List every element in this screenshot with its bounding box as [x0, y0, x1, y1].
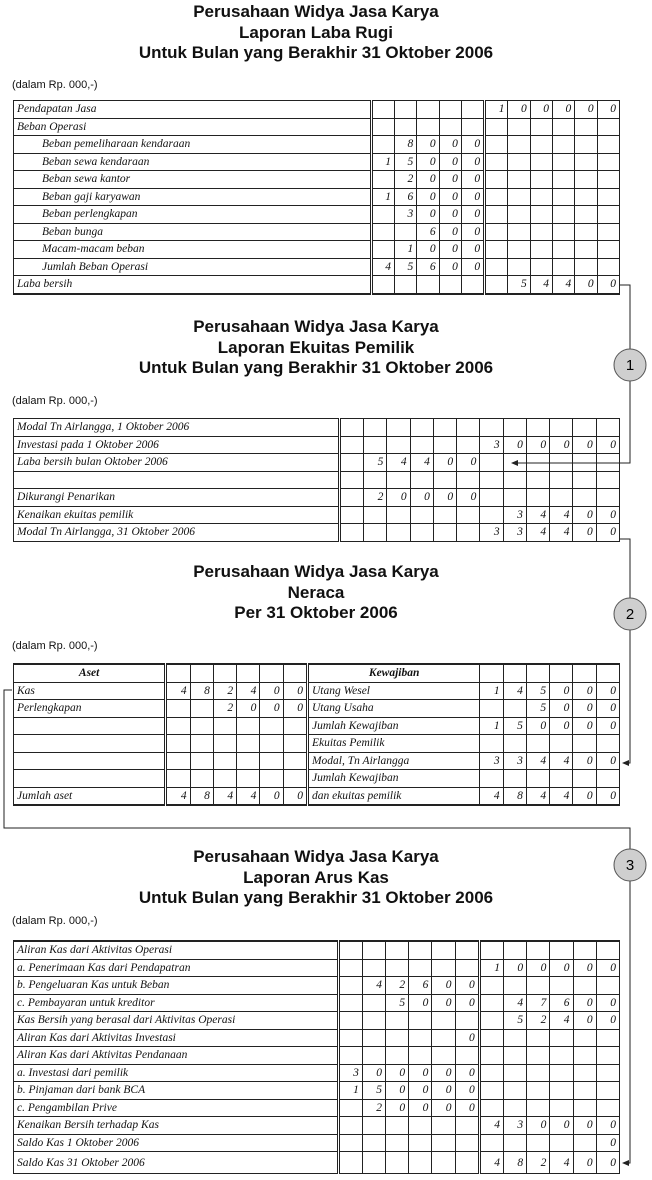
right-amount-digit: 1	[485, 101, 508, 119]
left-amount-digit: 0	[432, 1099, 455, 1117]
right-amount-digit: 5	[503, 1012, 526, 1030]
asset-amount-digit: 4	[166, 682, 190, 700]
left-amount-digit: 8	[395, 136, 417, 154]
right-amount-digit: 3	[480, 436, 503, 454]
left-amount-digit: 0	[362, 1064, 385, 1082]
left-amount-digit: 0	[461, 136, 484, 154]
right-amount-digit: 0	[550, 436, 573, 454]
liability-amount-digit: 4	[526, 752, 549, 770]
right-amount-digit: 4	[526, 524, 549, 542]
liability-amount-digit: 4	[550, 752, 573, 770]
right-amount-digit: 0	[575, 276, 597, 294]
left-amount-digit: 0	[455, 1064, 479, 1082]
left-amount-digit: 4	[362, 977, 385, 995]
liability-amount-digit: 0	[596, 787, 619, 805]
left-amount-digit: 6	[417, 223, 439, 241]
asset-amount-digit: 4	[213, 787, 236, 805]
left-amount-digit: 5	[364, 454, 387, 472]
asset-label: Kas	[14, 682, 166, 700]
left-amount-digit: 0	[455, 1099, 479, 1117]
left-amount-digit: 0	[432, 1064, 455, 1082]
right-amount-digit: 0	[503, 436, 526, 454]
connector-badge-3	[614, 849, 646, 881]
connector-line-2	[620, 539, 630, 763]
row-label: Saldo Kas 31 Oktober 2006	[14, 1152, 339, 1174]
liability-amount-digit: 0	[573, 682, 596, 700]
right-amount-digit: 0	[573, 436, 596, 454]
asset-amount-digit: 0	[260, 682, 283, 700]
liability-label: Jumlah Kewajiban	[307, 770, 479, 788]
right-amount-digit: 6	[550, 994, 573, 1012]
right-amount-digit: 7	[527, 994, 550, 1012]
left-amount-digit: 0	[417, 206, 439, 224]
row-label: Pendapatan Jasa	[14, 101, 372, 119]
asset-amount-digit: 4	[237, 787, 260, 805]
row-label: Aliran Kas dari Aktivitas Operasi	[14, 941, 339, 959]
liability-amount-digit: 0	[596, 752, 619, 770]
report-name: Laporan Ekuitas Pemilik	[217, 337, 415, 357]
svg-text:1: 1	[625, 357, 635, 374]
left-amount-digit: 0	[457, 489, 480, 507]
asset-amount-digit: 0	[237, 700, 260, 718]
row-label: Modal Tn Airlangga, 31 Oktober 2006	[14, 524, 340, 542]
left-amount-digit: 0	[461, 241, 484, 259]
liability-amount-digit: 4	[526, 787, 549, 805]
liability-amount-digit: 0	[573, 717, 596, 735]
company-name: Perusahaan Widya Jasa Karya	[193, 2, 439, 21]
liability-label: Modal, Tn Airlangga	[307, 752, 479, 770]
left-amount-digit: 5	[395, 153, 417, 171]
right-amount-digit: 0	[527, 959, 550, 977]
left-amount-digit: 3	[338, 1064, 362, 1082]
right-amount-digit: 0	[575, 101, 597, 119]
right-amount-digit: 1	[479, 959, 503, 977]
row-label: Beban pemeliharaan kendaraan	[14, 136, 372, 154]
liability-amount-digit: 0	[596, 717, 619, 735]
right-amount-digit: 0	[573, 1012, 596, 1030]
report-period: Untuk Bulan yang Berakhir 31 Oktober 2006	[138, 888, 494, 907]
unit-note: (dalam Rp. 000,-)	[12, 640, 98, 652]
left-amount-digit: 0	[432, 1082, 455, 1100]
left-amount-digit: 4	[371, 258, 394, 276]
left-amount-digit: 0	[432, 977, 455, 995]
left-amount-digit: 0	[439, 171, 461, 189]
left-amount-digit: 6	[417, 258, 439, 276]
left-amount-digit: 0	[433, 454, 456, 472]
left-amount-digit: 0	[417, 136, 439, 154]
report-name: Neraca	[287, 582, 345, 602]
row-label: Laba bersih	[14, 276, 372, 294]
row-label: c. Pembayaran untuk kreditor	[14, 994, 339, 1012]
row-label: Laba bersih bulan Oktober 2006	[14, 454, 340, 472]
left-amount-digit: 0	[386, 1082, 409, 1100]
liability-amount-digit: 3	[503, 752, 526, 770]
left-amount-digit: 1	[371, 188, 394, 206]
liability-amount-digit: 0	[550, 682, 573, 700]
row-label: Beban bunga	[14, 223, 372, 241]
right-amount-digit: 0	[596, 524, 619, 542]
right-amount-digit: 2	[527, 1152, 550, 1174]
liability-label: dan ekuitas pemilik	[307, 787, 479, 805]
right-amount-digit: 4	[526, 506, 549, 524]
left-amount-digit: 0	[417, 241, 439, 259]
left-amount-digit: 0	[439, 223, 461, 241]
left-amount-digit: 0	[409, 1082, 432, 1100]
left-amount-digit: 0	[387, 489, 410, 507]
company-name: Perusahaan Widya Jasa Karya	[193, 317, 439, 336]
left-amount-digit: 0	[409, 1099, 432, 1117]
row-label: Beban sewa kendaraan	[14, 153, 372, 171]
liability-amount-digit: 0	[573, 700, 596, 718]
left-amount-digit: 3	[395, 206, 417, 224]
left-amount-digit: 6	[395, 188, 417, 206]
report-period: Untuk Bulan yang Berakhir 31 Oktober 2006	[138, 358, 494, 377]
liability-amount-digit: 0	[550, 717, 573, 735]
right-amount-digit: 0	[573, 1117, 596, 1135]
liability-amount-digit: 0	[596, 700, 619, 718]
right-amount-digit: 3	[503, 524, 526, 542]
right-amount-digit: 4	[550, 506, 573, 524]
row-label: Saldo Kas 1 Oktober 2006	[14, 1134, 339, 1152]
row-label: Jumlah Beban Operasi	[14, 258, 372, 276]
liability-amount-digit: 0	[550, 700, 573, 718]
right-amount-digit: 0	[553, 101, 575, 119]
liability-amount-digit: 4	[503, 682, 526, 700]
right-amount-digit: 4	[479, 1152, 503, 1174]
liability-amount-digit: 5	[526, 700, 549, 718]
connector-badge-2	[614, 598, 646, 630]
left-amount-digit: 0	[455, 994, 479, 1012]
right-amount-digit: 0	[530, 101, 552, 119]
row-label: Macam-macam beban	[14, 241, 372, 259]
asset-amount-digit: 8	[190, 682, 213, 700]
asset-label: Jumlah aset	[14, 787, 166, 805]
row-label: Dikurangi Penarikan	[14, 489, 340, 507]
left-amount-digit: 0	[455, 977, 479, 995]
liability-label: Jumlah Kewajiban	[307, 717, 479, 735]
right-amount-digit: 4	[479, 1117, 503, 1135]
left-amount-digit: 1	[395, 241, 417, 259]
left-amount-digit: 0	[417, 171, 439, 189]
left-amount-digit: 0	[461, 171, 484, 189]
report-period: Untuk Bulan yang Berakhir 31 Oktober 2006	[138, 43, 494, 62]
left-amount-digit: 2	[364, 489, 387, 507]
unit-note: (dalam Rp. 000,-)	[12, 79, 98, 91]
row-label: Investasi pada 1 Oktober 2006	[14, 436, 340, 454]
left-amount-digit: 0	[439, 206, 461, 224]
liability-label: Utang Usaha	[307, 700, 479, 718]
right-amount-digit: 4	[530, 276, 552, 294]
left-amount-digit: 0	[417, 188, 439, 206]
connector-badge-1	[614, 349, 646, 381]
asset-label: Perlengkapan	[14, 700, 166, 718]
right-amount-digit: 0	[527, 1117, 550, 1135]
left-amount-digit: 0	[386, 1099, 409, 1117]
right-amount-digit: 2	[527, 1012, 550, 1030]
row-label: b. Pengeluaran Kas untuk Beban	[14, 977, 339, 995]
company-name: Perusahaan Widya Jasa Karya	[193, 562, 439, 581]
connector-line-1	[512, 285, 630, 463]
report-name: Laporan Arus Kas	[243, 867, 389, 887]
liability-amount-digit: 1	[480, 717, 503, 735]
right-amount-digit: 0	[596, 994, 619, 1012]
right-amount-digit: 3	[503, 506, 526, 524]
left-amount-digit: 0	[439, 241, 461, 259]
left-amount-digit: 5	[395, 258, 417, 276]
right-amount-digit: 0	[550, 1117, 573, 1135]
row-label: Beban Operasi	[14, 118, 372, 136]
row-label: Aliran Kas dari Aktivitas Pendanaan	[14, 1047, 339, 1065]
asset-amount-digit: 0	[260, 700, 283, 718]
unit-note: (dalam Rp. 000,-)	[12, 915, 98, 927]
left-amount-digit: 0	[455, 1082, 479, 1100]
right-amount-digit: 0	[508, 101, 530, 119]
right-amount-digit: 0	[550, 959, 573, 977]
svg-text:3: 3	[625, 857, 635, 874]
liability-amount-digit: 3	[480, 752, 503, 770]
asset-amount-digit: 0	[260, 787, 283, 805]
left-amount-digit: 0	[439, 153, 461, 171]
liability-amount-digit: 8	[503, 787, 526, 805]
left-amount-digit: 5	[362, 1082, 385, 1100]
right-amount-digit: 0	[573, 1152, 596, 1174]
asset-amount-digit: 4	[237, 682, 260, 700]
left-amount-digit: 0	[461, 153, 484, 171]
asset-amount-digit: 8	[190, 787, 213, 805]
row-label: Beban perlengkapan	[14, 206, 372, 224]
liability-amount-digit: 0	[526, 717, 549, 735]
left-amount-digit: 0	[439, 188, 461, 206]
right-amount-digit: 0	[596, 436, 619, 454]
left-amount-digit: 0	[461, 258, 484, 276]
asset-amount-digit: 0	[283, 787, 307, 805]
row-label: Kas Bersih yang berasal dari Aktivitas Operasi	[14, 1012, 339, 1030]
liability-amount-digit: 5	[526, 682, 549, 700]
right-amount-digit: 4	[550, 1012, 573, 1030]
left-amount-digit: 0	[457, 454, 480, 472]
liability-amount-digit: 4	[550, 787, 573, 805]
left-amount-digit: 0	[461, 188, 484, 206]
left-amount-digit: 2	[395, 171, 417, 189]
left-amount-digit: 5	[386, 994, 409, 1012]
right-amount-digit: 0	[573, 959, 596, 977]
left-amount-digit: 6	[409, 977, 432, 995]
row-label: a. Investasi dari pemilik	[14, 1064, 339, 1082]
right-amount-digit: 0	[596, 1117, 619, 1135]
asset-amount-digit: 4	[166, 787, 190, 805]
row-label: Aliran Kas dari Aktivitas Investasi	[14, 1029, 339, 1047]
report-period: Per 31 Oktober 2006	[234, 603, 398, 622]
right-amount-digit: 0	[597, 101, 619, 119]
left-amount-digit: 0	[386, 1064, 409, 1082]
left-amount-digit: 0	[461, 223, 484, 241]
liability-amount-digit: 0	[573, 752, 596, 770]
right-amount-digit: 5	[508, 276, 530, 294]
right-amount-digit: 4	[550, 1152, 573, 1174]
right-amount-digit: 3	[503, 1117, 526, 1135]
right-amount-digit: 4	[503, 994, 526, 1012]
left-amount-digit: 0	[455, 1029, 479, 1047]
liability-label: Utang Wesel	[307, 682, 479, 700]
liability-label: Ekuitas Pemilik	[307, 735, 479, 753]
asset-amount-digit: 2	[213, 700, 236, 718]
row-label: b. Pinjaman dari bank BCA	[14, 1082, 339, 1100]
right-amount-digit: 0	[596, 1012, 619, 1030]
liability-amount-digit: 0	[596, 682, 619, 700]
liabilities-header: Kewajiban	[307, 664, 479, 682]
right-amount-digit: 3	[480, 524, 503, 542]
connector-line-3	[4, 690, 630, 1163]
row-label: Beban sewa kantor	[14, 171, 372, 189]
left-amount-digit: 4	[410, 454, 433, 472]
left-amount-digit: 0	[409, 1064, 432, 1082]
right-amount-digit: 0	[596, 506, 619, 524]
row-label: Kenaikan ekuitas pemilik	[14, 506, 340, 524]
right-amount-digit: 8	[503, 1152, 526, 1174]
right-amount-digit: 0	[597, 276, 619, 294]
right-amount-digit: 0	[596, 1152, 619, 1174]
left-amount-digit: 2	[386, 977, 409, 995]
asset-amount-digit: 0	[283, 700, 307, 718]
left-amount-digit: 4	[387, 454, 410, 472]
right-amount-digit: 0	[573, 506, 596, 524]
right-amount-digit: 0	[596, 1134, 619, 1152]
right-amount-digit: 0	[503, 959, 526, 977]
left-amount-digit: 0	[432, 994, 455, 1012]
left-amount-digit: 1	[371, 153, 394, 171]
row-label: Kenaikan Bersih terhadap Kas	[14, 1117, 339, 1135]
unit-note: (dalam Rp. 000,-)	[12, 395, 98, 407]
liability-amount-digit: 5	[503, 717, 526, 735]
right-amount-digit: 0	[526, 436, 549, 454]
right-amount-digit: 0	[573, 524, 596, 542]
row-label: a. Penerimaan Kas dari Pendapatran	[14, 959, 339, 977]
row-label: Modal Tn Airlangga, 1 Oktober 2006	[14, 419, 340, 437]
left-amount-digit: 0	[439, 258, 461, 276]
right-amount-digit: 0	[596, 959, 619, 977]
right-amount-digit: 4	[550, 524, 573, 542]
asset-amount-digit: 2	[213, 682, 236, 700]
left-amount-digit: 0	[410, 489, 433, 507]
left-amount-digit: 1	[338, 1082, 362, 1100]
report-name: Laporan Laba Rugi	[239, 22, 393, 42]
left-amount-digit: 0	[433, 489, 456, 507]
assets-header: Aset	[14, 664, 166, 682]
asset-amount-digit: 0	[283, 682, 307, 700]
svg-text:2: 2	[625, 606, 635, 623]
right-amount-digit: 4	[553, 276, 575, 294]
liability-amount-digit: 1	[480, 682, 503, 700]
left-amount-digit: 0	[461, 206, 484, 224]
row-label: c. Pengambilan Prive	[14, 1099, 339, 1117]
right-amount-digit: 0	[573, 994, 596, 1012]
left-amount-digit: 0	[409, 994, 432, 1012]
liability-amount-digit: 4	[480, 787, 503, 805]
left-amount-digit: 0	[417, 153, 439, 171]
company-name: Perusahaan Widya Jasa Karya	[193, 847, 439, 866]
row-label: Beban gaji karyawan	[14, 188, 372, 206]
liability-amount-digit: 0	[573, 787, 596, 805]
left-amount-digit: 2	[362, 1099, 385, 1117]
left-amount-digit: 0	[439, 136, 461, 154]
